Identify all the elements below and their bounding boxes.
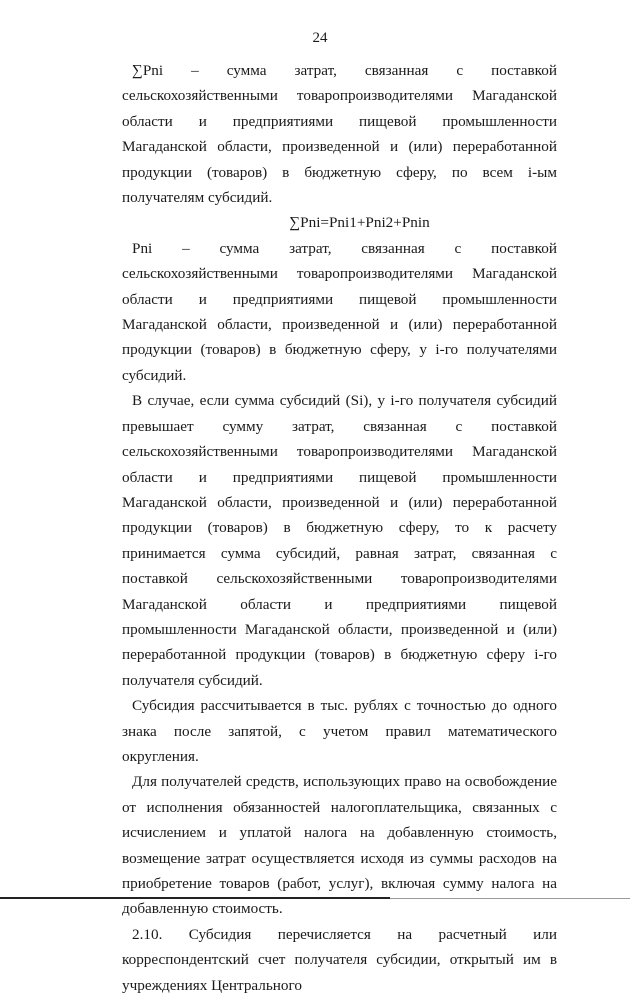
formula-sum: ∑Pni=Pni1+Pni2+Pnin xyxy=(289,214,430,232)
paragraph-2-10: 2.10. Субсидия перечисляется на расчетный или корреспондентский счет получателя субсидии, открытый им в учреждениях Центрального xyxy=(122,925,557,994)
footer-rule-thin xyxy=(390,898,630,899)
paragraph-subsidy-excess: В случае, если сумма субсидий (Si), у i-го получателя субсидий превышает сумму затрат, связанная с поставкой сельскохозяйственными товаропроизводителями Магаданской области и предприятиями пищевой промышленности Магаданской области, произведенной и (или) переработанной продукции (товаров) в бюджетную сферу, то к расчету принимается сумма субсидий, равная затрат, связанная с поставкой сельскохозяйственными товаропроизводителями Магаданской области и предприятиями пищевой промышленности Магаданской области, произведенной и (или) переработанной продукции (товаров) в бюджетную сферу i-го получателя субсидий. xyxy=(122,392,557,689)
paragraph-pni-definition: Pni – сумма затрат, связанная с поставкой сельскохозяйственными товаропроизводителями Магаданской области и предприятиями пищевой промышленности Магаданской области, произведенной и (или) переработанной продукции (товаров) в бюджетную сферу, у i-го получателями субсидий. xyxy=(122,239,557,384)
page-number: 24 xyxy=(312,30,328,46)
paragraph-vat-exemption: Для получателей средств, использующих право на освобождение от исполнения обязанностей налогоплательщика, связанных с исчислением и уплатой налога на добавленную стоимость, возмещение затрат осуществляется исходя из суммы расходов на приобретение товаров (работ, услуг), включая сумму налога на добавленную стоимость. xyxy=(122,773,557,918)
paragraph-rounding: Субсидия рассчитывается в тыс. рублях с точностью до одного знака после запятой, с учетом правил математического округления. xyxy=(122,697,557,765)
footer-rule xyxy=(0,897,390,899)
paragraph-sum-definition: ∑Pni – сумма затрат, связанная с поставкой сельскохозяйственными товаропроизводителями Магаданской области и предприятиями пищевой промышленности Магаданской области, произведенной и (или) переработанной продукции (товаров) в бюджетную сферу, по всем i-ым получателям субсидий. xyxy=(122,62,557,207)
document-body xyxy=(122,58,557,998)
